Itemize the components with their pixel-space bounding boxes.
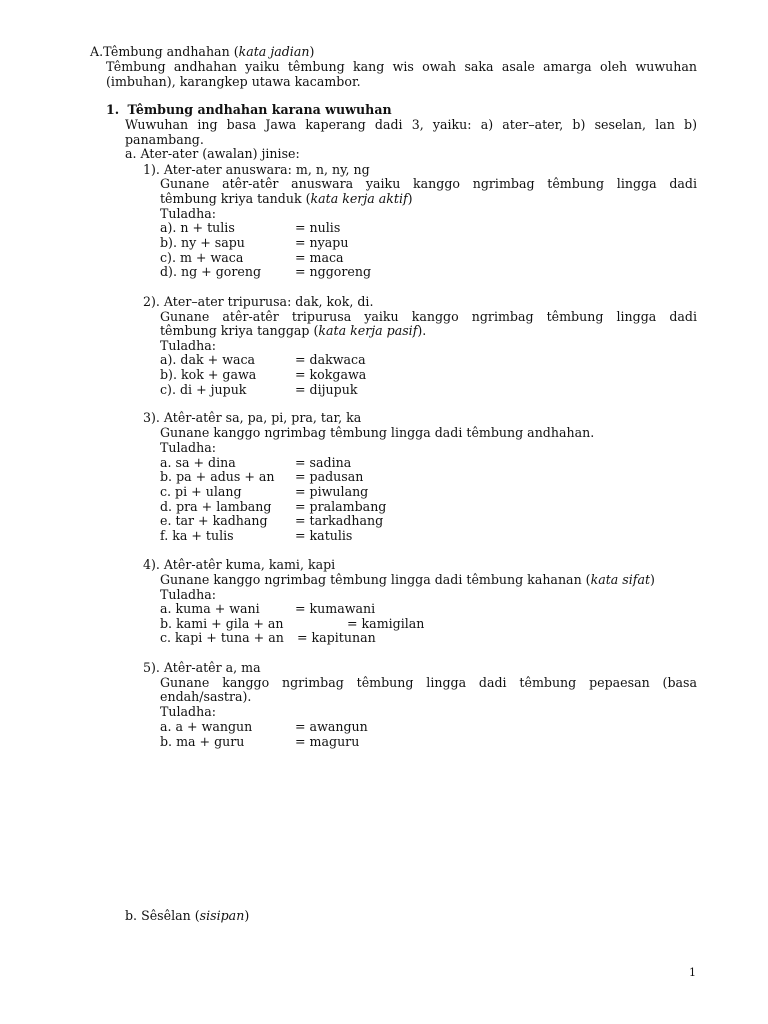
group4-desc xyxy=(160,572,655,587)
example-right: = awangun xyxy=(295,719,368,734)
group2-desc2-italic: kata kerja pasif xyxy=(318,323,418,338)
part-b-italic: sisipan xyxy=(199,908,245,923)
section-a-title-italic: kata jadian xyxy=(238,44,310,59)
group1-desc2-italic: kata kerja aktif xyxy=(310,191,408,206)
group4-title: 4). Atêr-atêr kuma, kami, kapi xyxy=(143,557,336,572)
example-right: = maguru xyxy=(295,734,360,749)
example-right: = nyapu xyxy=(295,235,349,250)
example-right: = tarkadhang xyxy=(295,513,384,528)
example-right: = maca xyxy=(295,250,344,265)
example-left: e. tar + kadhang xyxy=(160,513,268,528)
sub1-line-1: Wuwuhan ing basa Jawa kaperang dadi 3, yaiku: a) ater–ater, b) seselan, lan b) xyxy=(125,117,697,132)
example-left: d). ng + goreng xyxy=(160,264,262,279)
part-a-title: a. Ater-ater (awalan) jinise: xyxy=(125,146,300,161)
example-right: = kumawani xyxy=(295,601,376,616)
section-a-body-line-2: (imbuhan), karangkep utawa kacambor. xyxy=(106,74,361,89)
example-left: a. sa + dina xyxy=(160,455,236,470)
example-left: c. pi + ulang xyxy=(160,484,242,499)
group1-desc2-pre: têmbung kriya tanduk ( xyxy=(160,191,311,206)
example-left: b. ma + guru xyxy=(160,734,245,749)
group1-desc2-post: ) xyxy=(407,191,413,206)
example-left: c. kapi + tuna + an xyxy=(160,630,284,645)
group1-title: 1). Ater-ater anuswara: m, n, ny, ng xyxy=(143,162,370,177)
group2-tuladha: Tuladha: xyxy=(160,338,216,353)
section-a-title: Têmbung andhahan xyxy=(103,44,230,59)
example-right: = pralambang xyxy=(295,499,387,514)
group4-desc-post: ) xyxy=(650,572,655,587)
example-left: b. kami + gila + an xyxy=(160,616,284,631)
section-a-label: A. xyxy=(90,44,104,59)
group1-desc-line-2 xyxy=(160,191,413,206)
section-a-heading: A.Têmbung andhahan (kata jadian) xyxy=(90,44,315,59)
group2-desc-line-2 xyxy=(160,323,426,338)
part-b-pre: b. Sêsêlan ( xyxy=(125,908,200,923)
example-right: = kamigilan xyxy=(347,616,425,631)
example-left: b). ny + sapu xyxy=(160,235,245,250)
part-b-post: ) xyxy=(244,908,250,923)
part-b-title xyxy=(125,908,249,923)
sub1-label: 1. xyxy=(106,102,120,117)
sub1-title: Têmbung andhahan karana wuwuhan xyxy=(127,102,392,117)
group5-title: 5). Atêr-atêr a, ma xyxy=(143,660,261,675)
example-left: a). dak + waca xyxy=(160,352,256,367)
group3-tuladha: Tuladha: xyxy=(160,440,216,455)
example-right: = dakwaca xyxy=(295,352,366,367)
example-right: = sadina xyxy=(295,455,352,470)
group5-tuladha: Tuladha: xyxy=(160,704,216,719)
group5-desc-line-2: endah/sastra). xyxy=(160,689,252,704)
example-left: c). m + waca xyxy=(160,250,244,265)
group2-desc2-pre: têmbung kriya tanggap ( xyxy=(160,323,319,338)
group1-desc-line-1: Gunane atêr-atêr anuswara yaiku kanggo ngrimbag têmbung lingga dadi xyxy=(160,176,697,191)
example-right: = nulis xyxy=(295,220,341,235)
group4-desc-italic: kata sifat xyxy=(590,572,651,587)
example-left: a). n + tulis xyxy=(160,220,235,235)
group1-tuladha: Tuladha: xyxy=(160,206,216,221)
group5-desc-line-1: Gunane kanggo ngrimbag têmbung lingga dadi têmbung pepaesan (basa xyxy=(160,675,697,690)
group3-desc: Gunane kanggo ngrimbag têmbung lingga dadi têmbung andhahan. xyxy=(160,425,595,440)
example-right: = padusan xyxy=(295,469,364,484)
example-left: a. kuma + wani xyxy=(160,601,260,616)
example-right: = katulis xyxy=(295,528,353,543)
example-right: = dijupuk xyxy=(295,382,358,397)
example-left: a. a + wangun xyxy=(160,719,253,734)
example-left: c). di + jupuk xyxy=(160,382,247,397)
group4-tuladha: Tuladha: xyxy=(160,587,216,602)
group2-desc-line-1: Gunane atêr-atêr tripurusa yaiku kanggo ngrimbag têmbung lingga dadi xyxy=(160,309,697,324)
example-right: = nggoreng xyxy=(295,264,372,279)
example-right: = kapitunan xyxy=(297,630,376,645)
example-left: d. pra + lambang xyxy=(160,499,272,514)
example-left: f. ka + tulis xyxy=(160,528,234,543)
sub1-line-2: panambang. xyxy=(125,132,204,147)
group4-desc-pre: Gunane kanggo ngrimbag têmbung lingga dadi têmbung kahanan ( xyxy=(160,572,591,587)
example-right: = kokgawa xyxy=(295,367,367,382)
sub1-heading xyxy=(106,102,392,117)
group3-title: 3). Atêr-atêr sa, pa, pi, pra, tar, ka xyxy=(143,410,362,425)
example-left: b). kok + gawa xyxy=(160,367,257,382)
example-left: b. pa + adus + an xyxy=(160,469,275,484)
section-a-body-line-1: Têmbung andhahan yaiku têmbung kang wis owah saka asale amarga oleh wuwuhan xyxy=(106,59,697,74)
example-right: = piwulang xyxy=(295,484,369,499)
page-number: 1 xyxy=(689,966,696,979)
group2-title: 2). Ater–ater tripurusa: dak, kok, di. xyxy=(143,294,374,309)
group2-desc2-post: ). xyxy=(417,323,427,338)
